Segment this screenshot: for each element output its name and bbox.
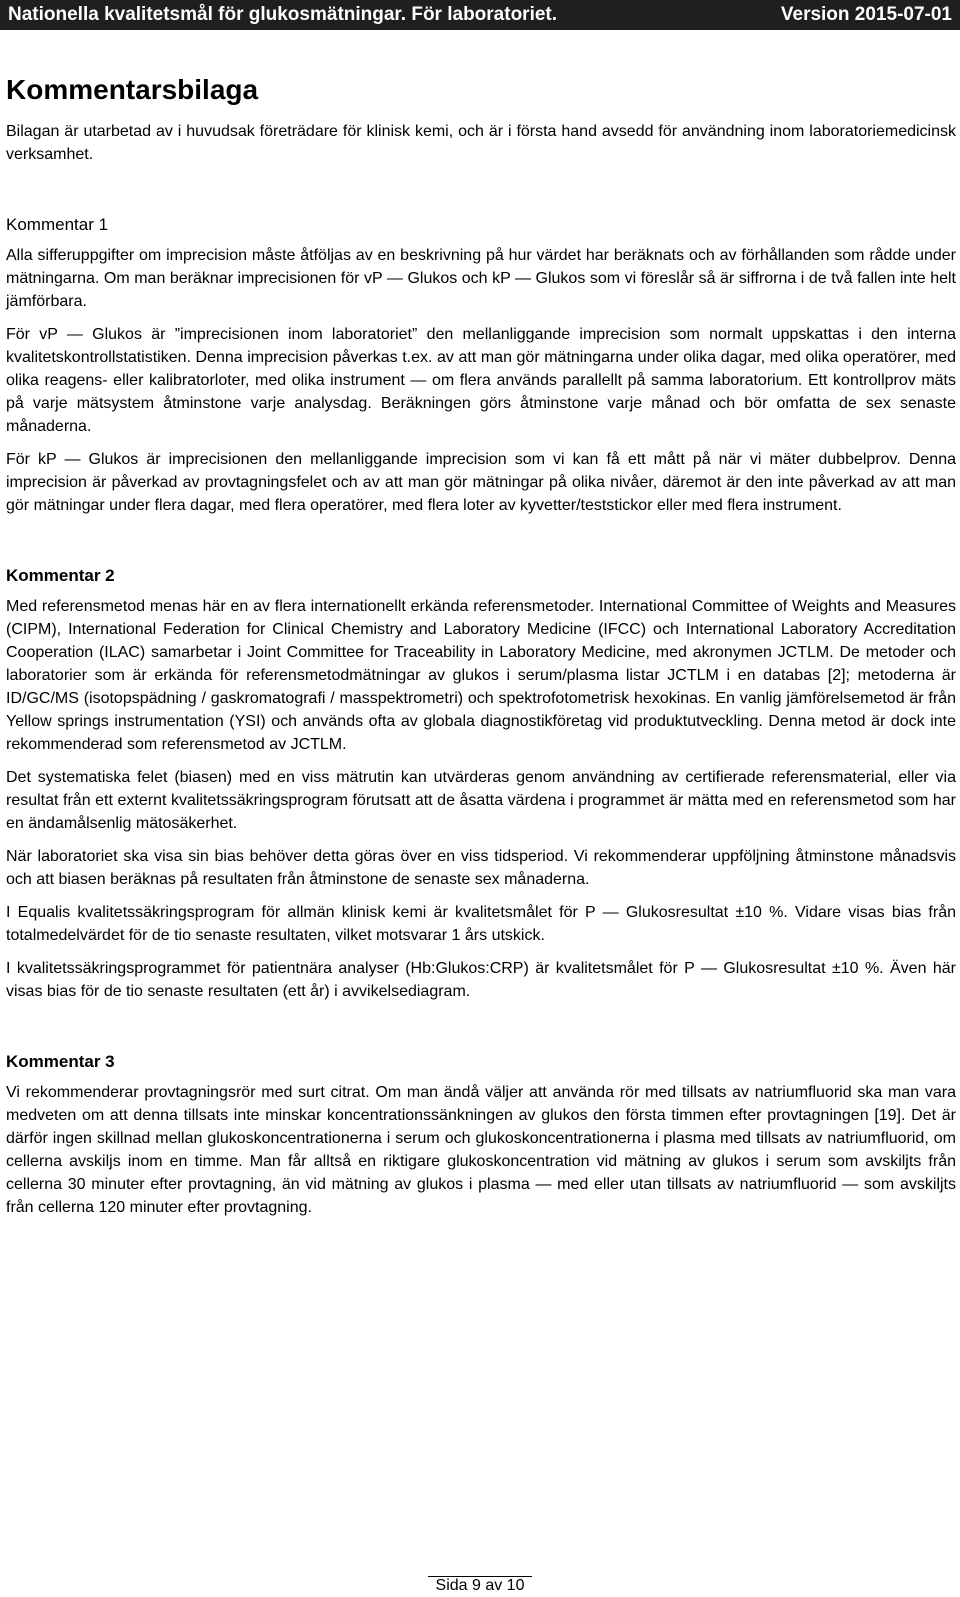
- paragraph: I Equalis kvalitetssäkringsprogram för allmän klinisk kemi är kvalitetsmålet för P — Glukosresultat ±10 %. Vidare visas bias från totalmedelvärdet för de tio senaste resultaten, vilket motsvarar 1 års utskick.: [6, 904, 956, 944]
- section-kommentar-1: [6, 214, 956, 517]
- paragraph: I kvalitetssäkringsprogrammet för patientnära analyser (Hb:Glukos:CRP) är kvalitetsmålet för P — Glukosresultat ±10 %. Även här visas bias för de tio senaste resultaten (ett år) i avvikelsediagram.: [6, 960, 956, 1000]
- paragraph: När laboratoriet ska visa sin bias behöver detta göras över en viss tidsperiod. Vi rekommenderar uppföljning åtminstone månadsvis och att biasen beräknas på resultaten från åtminstone de senaste sex månaderna.: [6, 848, 956, 888]
- document-body: [6, 72, 956, 1229]
- page-footer: [0, 1577, 960, 1595]
- section-heading: Kommentar 3: [6, 1052, 115, 1071]
- page-title: Kommentarsbilaga: [6, 74, 259, 105]
- page-header: [0, 0, 960, 30]
- paragraph: Med referensmetod menas här en av flera internationellt erkända referensmetoder. International Committee of Weights and Measures (CIPM), International Federation for Clinical Chemistry and Laboratory Medicine (IFCC) och International Laboratory Accreditation Cooperation (ILAC) samarbetar i Joint Committee for Traceability in Laboratory Medicine, med akronymen JCTLM. De metoder och laboratorier som är erkända för referensmetodmätningar av glukos i serum/plasma listar JCTLM i en databas [2]; metoderna är ID/GC/MS (isotopspädning / gaskromatografi / masspektrometri) och spektrofotometrisk hexokinas. En vanlig jämförelsemetod är från Yellow springs instrumentation (YSI) och används ofta av globala diagnostikföretag vid produktutveckling. Denna metod är dock inte rekommenderad som referensmetod av JCTLM.: [6, 598, 956, 753]
- header-title: Nationella kvalitetsmål för glukosmätningar. För laboratoriet.: [8, 4, 558, 25]
- header-version: Version 2015-07-01: [780, 4, 952, 25]
- section-heading: Kommentar 2: [6, 566, 115, 585]
- paragraph: Det systematiska felet (biasen) med en viss mätrutin kan utvärderas genom användning av certifierade referensmaterial, eller via resultat från ett externt kvalitetssäkringsprogram förutsatt att de åsatta värdena i programmet är mätta med en referensmetod som har en ändamålsenlig mätosäkerhet.: [6, 769, 956, 832]
- section-heading: Kommentar 1: [6, 215, 109, 234]
- paragraph: Alla sifferuppgifter om imprecision måste åtföljas av en beskrivning på hur värdet har beräknats och av förhållanden som rådde under mätningarna. Om man beräknar imprecisionen för vP — Glukos och kP — Glukos som vi föreslår så är siffrorna i de två fallen inte helt jämförbara.: [6, 247, 956, 310]
- section-kommentar-2: [6, 565, 956, 1003]
- section-kommentar-3: [6, 1051, 956, 1219]
- intro-paragraph: Bilagan är utarbetad av i huvudsak företrädare för klinisk kemi, och är i första hand avsedd för användning inom laboratoriemedicinsk verksamhet.: [6, 123, 956, 163]
- paragraph: För kP — Glukos är imprecisionen den mellanliggande imprecision som vi kan få ett mått på när vi mäter dubbelprov. Denna imprecision är påverkad av provtagningsfelet och av att man gör mätningar på olika nivåer, däremot är den inte påverkad av att man gör mätningar under flera dagar, med flera operatörer, med flera loter av kyvetter/teststickor eller med flera instrument.: [6, 451, 956, 514]
- paragraph: För vP — Glukos är ”imprecisionen inom laboratoriet” den mellanliggande imprecision som normalt uppskattas i den interna kvalitetskontrollstatistiken. Denna imprecision påverkas t.ex. av att man gör mätningarna under olika dagar, med olika operatörer, med olika reagens- eller kalibratorloter, med olika instrument — om flera används parallellt på samma laboratorium. Ett kontrollprov mäts på varje mätsystem åtminstone varje analysdag. Beräkningen görs åtminstone varje månad och bör omfatta de sex senaste månaderna.: [6, 326, 956, 435]
- page-number: Sida 9 av 10: [428, 1576, 533, 1594]
- paragraph: Vi rekommenderar provtagningsrör med surt citrat. Om man ändå väljer att använda rör med tillsats av natriumfluorid ska man vara medveten om att denna tillsats inte minskar koncentrationssänkningen av glukos den första timmen efter provtagningen [19]. Det är därför ingen skillnad mellan glukoskoncentrationerna i serum och glukoskoncentrationerna i plasma med tillsats av natriumfluorid, om cellerna avskiljs inom en timme. Man får alltså en riktigare glukoskoncentration vid mätning av glukos i serum som avskiljts från cellerna 30 minuter efter provtagning, än vid mätning av glukos i plasma — med eller utan tillsats av natriumfluorid — som avskiljts från cellerna 120 minuter efter provtagning.: [6, 1084, 956, 1216]
